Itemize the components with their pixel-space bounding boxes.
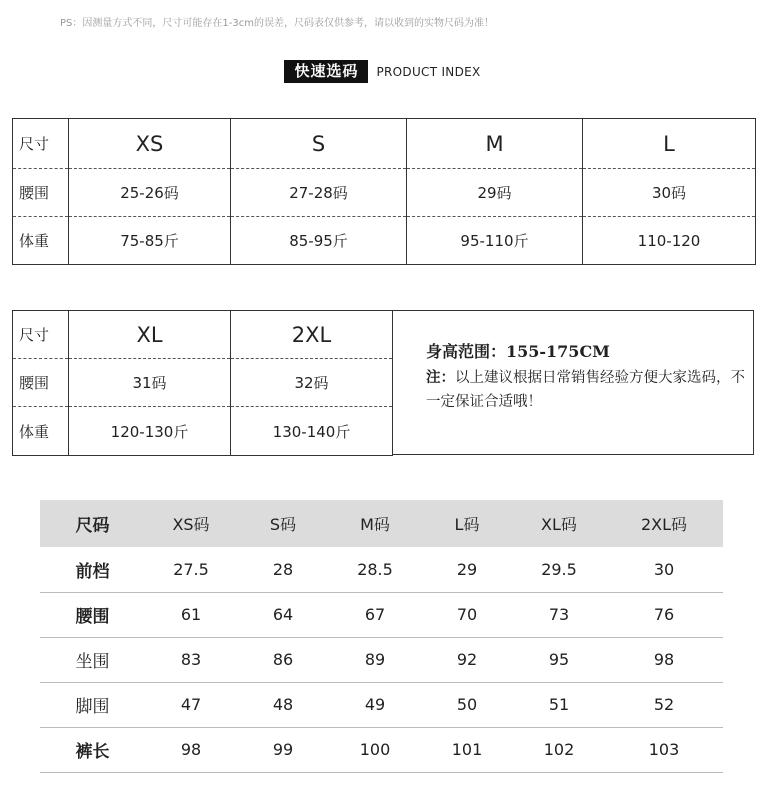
header-cell: XL码 <box>541 515 577 534</box>
table-cell: 52 <box>653 695 675 714</box>
weight-cell: 95-110斤 <box>407 217 583 265</box>
table-cell: 70 <box>456 605 478 624</box>
row-label: 前档 <box>75 561 110 582</box>
waist-label: 腰围 <box>13 359 69 407</box>
weight-label: 体重 <box>13 217 69 265</box>
row-label: 裤长 <box>75 742 110 762</box>
size-cell: L <box>583 119 756 169</box>
note-prefix: 注： <box>426 369 455 386</box>
waist-label: 腰围 <box>13 169 69 217</box>
size-advice-box <box>392 310 754 455</box>
table-row <box>40 637 723 682</box>
table-row <box>40 682 723 727</box>
table-cell: 103 <box>648 740 680 759</box>
size-cell: XL <box>69 311 231 359</box>
table-cell: 86 <box>272 650 294 669</box>
table-row <box>40 547 723 592</box>
table-cell: 28.5 <box>357 559 393 579</box>
row-label: 腰围 <box>75 607 110 627</box>
table-cell: 98 <box>180 740 202 759</box>
table-row <box>40 592 723 637</box>
size-label: 尺寸 <box>13 119 69 169</box>
table-cell: 51 <box>548 695 570 714</box>
weight-row <box>13 407 393 456</box>
header-cell: S码 <box>269 515 297 534</box>
table-cell: 102 <box>543 740 575 759</box>
weight-cell: 110-120 <box>637 231 701 250</box>
header-cell: M码 <box>360 515 390 534</box>
table-cell: 29.5 <box>541 559 577 579</box>
table-cell: 47 <box>180 695 202 714</box>
waist-row <box>13 169 756 217</box>
header-cell: L码 <box>454 515 480 534</box>
size-label: 尺寸 <box>13 311 69 359</box>
size-row <box>13 119 756 169</box>
header-cell: 尺码 <box>75 516 110 536</box>
weight-cell: 85-95斤 <box>231 217 407 265</box>
header-cell: 2XL码 <box>640 515 688 534</box>
waist-row <box>13 359 393 407</box>
height-range: 身高范围：155-175CM <box>426 342 610 361</box>
table-cell: 99 <box>272 740 294 759</box>
note-text: 以上建议根据日常销售经验方便大家选码，不一定保证合适哦！ <box>426 370 745 410</box>
header-cell: XS码 <box>172 515 210 534</box>
weight-cell: 130-140斤 <box>272 422 351 441</box>
measurement-table <box>40 500 723 773</box>
size-table-2 <box>12 310 393 456</box>
size-cell: M <box>407 119 583 169</box>
table-cell: 101 <box>451 740 483 759</box>
weight-cell: 120-130斤 <box>69 407 231 456</box>
size-cell: 2XL <box>231 311 393 359</box>
size-row <box>13 311 393 359</box>
table-cell: 50 <box>456 695 478 714</box>
table-cell: 64 <box>272 605 294 624</box>
table-cell: 76 <box>653 605 675 624</box>
section-title <box>0 60 765 83</box>
table-cell: 95 <box>548 650 570 669</box>
weight-label: 体重 <box>13 407 69 456</box>
waist-cell: 25-26码 <box>69 169 231 217</box>
table-cell: 48 <box>272 695 294 714</box>
measurement-header-row <box>40 500 723 547</box>
table-cell: 100 <box>359 740 391 759</box>
size-cell: XS <box>69 119 231 169</box>
waist-cell: 32码 <box>231 359 393 407</box>
table-cell: 83 <box>180 650 202 669</box>
waist-cell: 29码 <box>407 169 583 217</box>
size-table-1 <box>12 118 756 265</box>
waist-cell: 30码 <box>583 169 756 217</box>
table-cell: 98 <box>653 650 675 669</box>
title-cn: 快速选码 <box>284 60 368 83</box>
table-cell: 89 <box>364 650 386 669</box>
waist-cell: 31码 <box>69 359 231 407</box>
table-row <box>40 727 723 772</box>
table-cell: 30 <box>653 559 675 579</box>
advice-note <box>426 366 745 414</box>
weight-cell: 75-85斤 <box>69 217 231 265</box>
table-cell: 29 <box>456 559 478 579</box>
table-cell: 27.5 <box>173 559 209 579</box>
table-cell: 61 <box>180 605 202 624</box>
measurement-note: PS：因测量方式不同，尺寸可能存在1-3cm的误差，尺码表仅供参考，请以收到的实物尺码为准！ <box>60 18 494 29</box>
table-cell: 73 <box>548 605 570 624</box>
title-en: PRODUCT INDEX <box>376 64 481 79</box>
row-label: 坐围 <box>75 652 110 672</box>
table-cell: 28 <box>272 559 294 579</box>
table-cell: 67 <box>364 605 386 624</box>
weight-row <box>13 217 756 265</box>
table-cell: 92 <box>456 650 478 669</box>
waist-cell: 27-28码 <box>231 169 407 217</box>
table-cell: 49 <box>364 695 386 714</box>
row-label: 脚围 <box>75 697 110 717</box>
size-cell: S <box>231 119 407 169</box>
